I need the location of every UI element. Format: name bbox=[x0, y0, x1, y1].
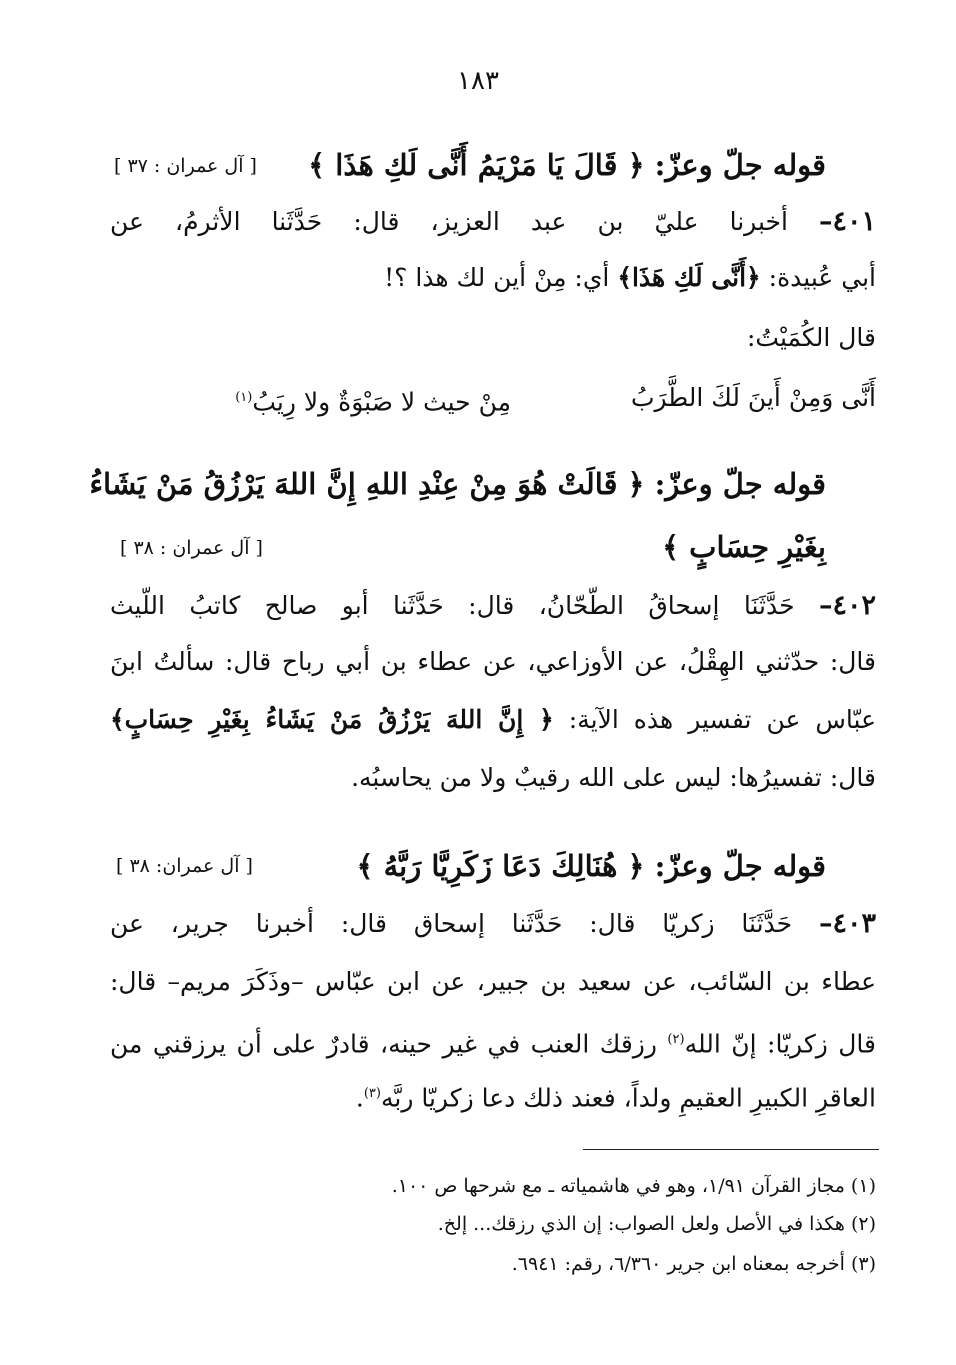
entry-401-line-1 bbox=[110, 202, 876, 242]
poem-second-hemistich bbox=[235, 378, 511, 422]
heading-intro: قوله جلّ وعزّ: bbox=[654, 849, 826, 883]
verse-reference-401: [ آل عمران : ٣٧ ] bbox=[114, 155, 257, 177]
entry-402-line-3 bbox=[110, 700, 876, 740]
entry-401-line-2 bbox=[110, 258, 876, 298]
page-number: ١٨٣ bbox=[457, 66, 499, 96]
footnote-3: (٣) أخرجه بمعناه ابن جرير ٦/٣٦٠، رقم: ٦٩٤١. bbox=[511, 1253, 876, 1275]
entry-403-line-2: عطاء بن السّائب، عن سعيد بن جبير، عن ابن عبّاس –وذَكَرَ مريم– قال: bbox=[110, 967, 876, 996]
entry-text: أي: مِنْ أين لك هذا ؟! bbox=[384, 263, 610, 292]
verse-heading-402-line-2: بِغَيْرِ حِسَابٍ ﴾ bbox=[662, 530, 826, 564]
footnote-mark: (٢) bbox=[667, 1032, 685, 1047]
verse-reference-403: [ آل عمران: ٣٨ ] bbox=[116, 855, 253, 877]
entry-text: أبي عُبيدة: bbox=[768, 263, 876, 292]
heading-intro: قوله جلّ وعزّ: bbox=[654, 467, 826, 501]
entry-text: رزقك العنب في غير حينه، قادرٌ على أن يرزقني من bbox=[110, 1029, 657, 1059]
entry-number: ٤٠١– bbox=[818, 206, 876, 237]
entry-text: قال زكريّا: إنّ الله bbox=[684, 1029, 876, 1059]
quoted-verse: ﴿ إِنَّ اللهَ يَرْزُقُ مَنْ يَشَاءُ بِغَيْرِ حِسَابٍ﴾ bbox=[110, 705, 554, 734]
entry-402-line-1 bbox=[110, 586, 876, 626]
heading-verse: ﴿ قَالَتْ هُوَ مِنْ عِنْدِ اللهِ إِنَّ اللهَ يَرْزُقُ مَنْ يَشَاءُ bbox=[89, 467, 645, 501]
entry-text: . bbox=[355, 1083, 364, 1113]
footnote-mark: (١) bbox=[235, 390, 253, 405]
entry-text: أخبرنا عليّ بن عبد العزيز، قال: حَدَّثَنا الأثرمُ، عن bbox=[110, 207, 788, 236]
poem-first-hemistich: أَنَّى وَمِنْ أَينَ لَكَ الطَّرَبُ bbox=[630, 383, 876, 412]
poem-text: مِنْ حيث لا صَبْوَةٌ ولا رِيَبُ bbox=[252, 387, 511, 417]
verse-reference-402: [ آل عمران : ٣٨ ] bbox=[120, 537, 263, 559]
footnote-2: (٢) هكذا في الأصل ولعل الصواب: إن الذي رزقك... إلخ. bbox=[437, 1213, 876, 1235]
footnote-1: (١) مجاز القرآن ١/٩١، وهو في هاشمياته ـ مع شرحها ص ١٠٠. bbox=[391, 1175, 876, 1197]
entry-text: حَدَّثَنَا زكريّا قال: حَدَّثَنا إسحاق قال: أخبرنا جرير، عن bbox=[110, 909, 793, 938]
entry-402-line-4: قال: تفسيرُها: ليس على الله رقيبٌ ولا من يحاسبُه. bbox=[351, 763, 876, 792]
quoted-verse: ﴿أَنَّى لَكِ هَذَا﴾ bbox=[617, 263, 761, 292]
verse-heading-402-line-1 bbox=[89, 462, 826, 506]
entry-text: عبّاس عن تفسير هذه الآية: bbox=[568, 705, 877, 734]
entry-text: حَدَّثَنَا إسحاقُ الطّحّانُ، قال: حَدَّثَنا أبو صالح كاتبُ اللّيث bbox=[110, 591, 795, 620]
heading-verse: ﴿ هُنَالِكَ دَعَا زَكَرِيَّا رَبَّهُ ﴾ bbox=[356, 849, 645, 883]
entry-402-line-2: قال: حدّثني الهِقْلُ، عن الأوزاعي، عن عطاء بن أبي رباح قال: سألتُ ابنَ bbox=[110, 647, 876, 676]
entry-403-line-1 bbox=[110, 904, 876, 944]
entry-text: العاقرِ الكبيرِ العقيمِ ولداً، فعند ذلك دعا زكريّا ربَّه bbox=[380, 1083, 876, 1113]
footnote-mark: (٣) bbox=[363, 1086, 381, 1101]
heading-intro: قوله جلّ وعزّ: bbox=[654, 148, 826, 182]
entry-number: ٤٠٢– bbox=[818, 590, 876, 621]
entry-403-line-4 bbox=[110, 1074, 876, 1118]
footnote-divider bbox=[583, 1149, 879, 1150]
entry-number: ٤٠٣– bbox=[818, 908, 876, 939]
entry-403-line-3 bbox=[110, 1020, 876, 1064]
heading-verse: ﴿ قَالَ يَا مَرْيَمُ أَنَّى لَكِ هَذَا ﴾ bbox=[308, 148, 645, 182]
poet-attribution: قال الكُمَيْتُ: bbox=[746, 323, 876, 352]
